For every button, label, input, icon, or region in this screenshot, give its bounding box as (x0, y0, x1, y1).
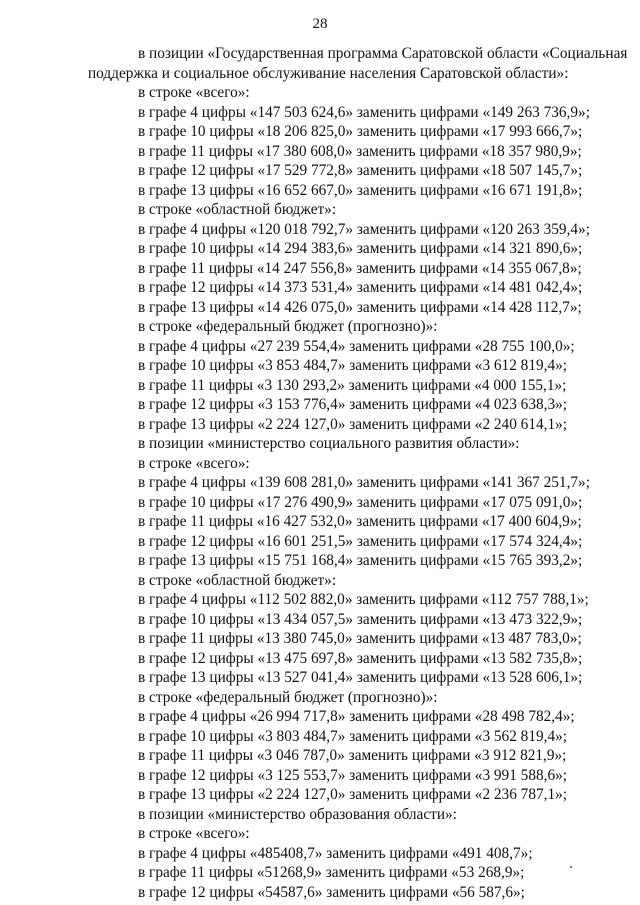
paragraph-line: в графе 10 цифры «14 294 383,6» заменить цифрами «14 321 890,6»; (138, 240, 583, 257)
paragraph-line: в графе 11 цифры «14 247 556,8» заменить цифрами «14 355 067,8»; (138, 259, 582, 277)
paragraph-line: в графе 11 цифры «3 046 787,0» заменить цифрами «3 912 821,9»; (138, 747, 567, 764)
paragraph-line: в позиции «министерство образования области»: (138, 805, 457, 823)
paragraph-line: в графе 4 цифры «112 502 882,0» заменить цифрами «112 757 788,1»; (138, 591, 589, 608)
paragraph-line: в графе 13 цифры «14 426 075,0» заменить цифрами «14 428 112,7»; (138, 298, 582, 316)
paragraph-line: в графе 12 цифры «3 153 776,4» заменить цифрами «4 023 638,3»; (138, 396, 567, 413)
paragraph-line: в строке «всего»: (138, 825, 250, 842)
paragraph-line: в графе 10 цифры «3 853 484,7» заменить цифрами «3 612 819,4»; (138, 357, 567, 374)
paragraph-line: в графе 4 цифры «120 018 792,7» заменить цифрами «120 263 359,4»; (138, 220, 590, 238)
paragraph-line: в графе 11 цифры «13 380 745,0» заменить цифрами «13 487 783,0»; (138, 630, 582, 647)
paragraph-line: в графе 13 цифры «2 224 127,0» заменить цифрами «2 240 614,1»; (138, 415, 567, 433)
paragraph-line: в строке «всего»: (138, 84, 250, 101)
paragraph-line: в графе 13 цифры «2 224 127,0» заменить цифрами «2 236 787,1»; (138, 786, 567, 803)
paragraph-line: в графе 13 цифры «13 527 041,4» заменить цифрами «13 528 606,1»; (138, 669, 583, 686)
paragraph-line: в графе 12 цифры «16 601 251,5» заменить цифрами «17 574 324,4»; (138, 532, 583, 550)
paragraph-line: в строке «всего»: (138, 454, 250, 472)
paragraph-line: в графе 12 цифры «17 529 772,8» заменить цифрами «18 507 145,7»; (138, 162, 583, 179)
page-number: 28 (312, 16, 328, 32)
paragraph-line: в графе 10 цифры «17 276 490,9» заменить цифрами «17 075 091,0»; (138, 493, 583, 511)
paragraph-line: в графе 10 цифры «18 206 825,0» заменить цифрами «17 993 666,7»; (138, 123, 583, 140)
paragraph-line: в графе 12 цифры «14 373 531,4» заменить цифрами «14 481 042,4»; (138, 279, 583, 296)
paragraph-line: в графе 12 цифры «13 475 697,8» заменить цифрами «13 582 735,8»; (138, 649, 583, 667)
paragraph-line: в графе 11 цифры «51268,9» заменить цифрами «53 268,9»; (138, 864, 525, 881)
paragraph-line: в графе 4 цифры «26 994 717,8» заменить цифрами «28 498 782,4»; (138, 708, 575, 725)
paragraph-line: в графе 10 цифры «3 803 484,7» заменить цифрами «3 562 819,4»; (138, 727, 567, 745)
paragraph-line: в позиции «министерство социального развития области»: (138, 435, 520, 452)
paragraph-line: поддержка и социальное обслуживание населения Саратовской области»: (88, 64, 569, 82)
paragraph-line: в графе 10 цифры «13 434 057,5» заменить цифрами «13 473 322,9»; (138, 610, 583, 628)
paragraph-line: в графе 12 цифры «54587,6» заменить цифрами «56 587,6»; (138, 883, 525, 901)
paragraph-line: в строке «областной бюджет»: (138, 201, 337, 218)
paragraph-line: в графе 4 цифры «27 239 554,4» заменить цифрами «28 755 100,0»; (138, 337, 575, 355)
paragraph-line: в графе 11 цифры «17 380 608,0» заменить цифрами «18 357 980,9»; (138, 142, 582, 160)
paragraph-line: в графе 4 цифры «147 503 624,6» заменить цифрами «149 263 736,9»; (138, 103, 590, 121)
paragraph-line: в строке «федеральный бюджет (прогнозно)»: (138, 318, 438, 335)
scan-speck (570, 866, 572, 868)
paragraph-line: в графе 12 цифры «3 125 553,7» заменить цифрами «3 991 588,6»; (138, 766, 567, 784)
paragraph-line: в графе 11 цифры «3 130 293,2» заменить цифрами «4 000 155,1»; (138, 376, 567, 394)
paragraph-line: в позиции «Государственная программа Саратовской области «Социальная (138, 45, 628, 62)
paragraph-line: в графе 11 цифры «16 427 532,0» заменить цифрами «17 400 604,9»; (138, 513, 582, 530)
paragraph-line: в строке «областной бюджет»: (138, 571, 337, 589)
paragraph-line: в графе 4 цифры «139 608 281,0» заменить цифрами «141 367 251,7»; (138, 474, 590, 491)
paragraph-line: в графе 4 цифры «485408,7» заменить цифрами «491 408,7»; (138, 844, 533, 862)
paragraph-line: в графе 13 цифры «16 652 667,0» заменить цифрами «16 671 191,8»; (138, 181, 583, 199)
paragraph-line: в строке «федеральный бюджет (прогнозно)»: (138, 688, 438, 706)
document-body (88, 44, 628, 902)
paragraph-line: в графе 13 цифры «15 751 168,4» заменить цифрами «15 765 393,2»; (138, 552, 583, 569)
